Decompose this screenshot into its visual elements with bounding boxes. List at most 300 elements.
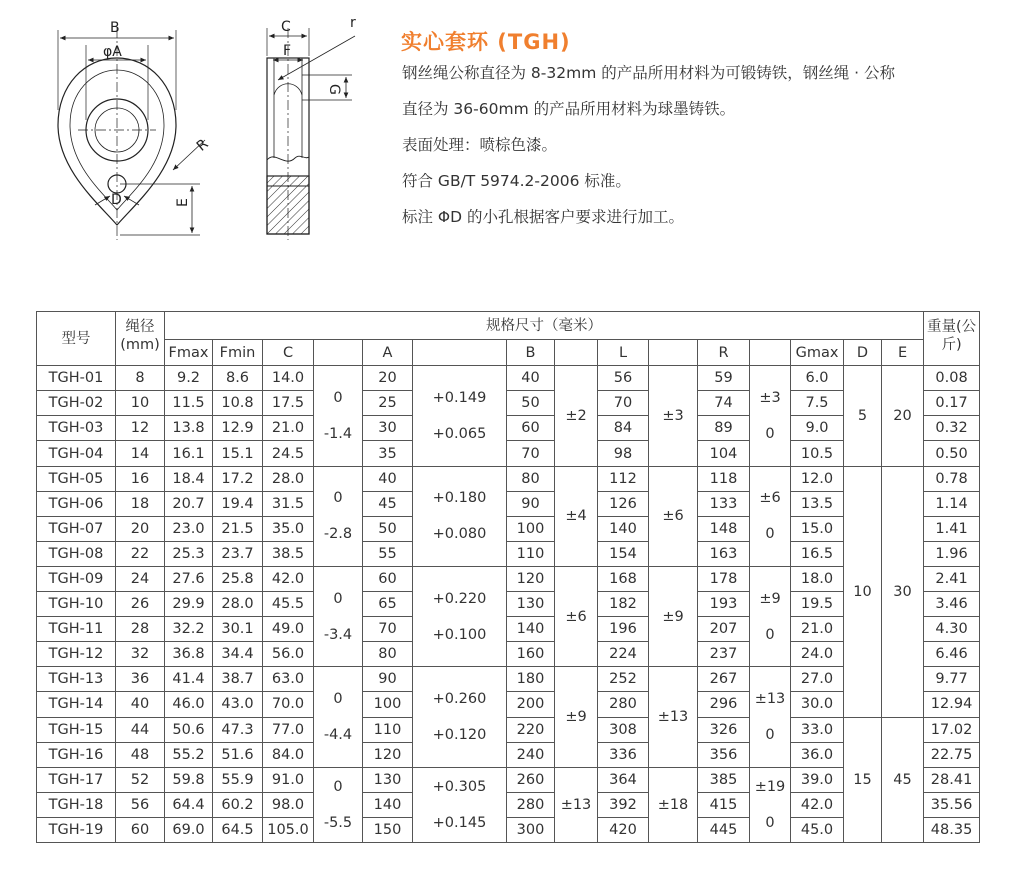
label-e: E [175,198,191,207]
cell-r: 104 [698,441,750,466]
cell-r-tolerance-line: ±13 [754,691,786,707]
cell-c-tolerance [314,566,363,666]
cell-r: 267 [698,667,750,692]
cell-a-tolerance-line: +0.220 [432,590,487,607]
cell-c: 63.0 [263,667,314,692]
cell-c-tolerance-line: -1.4 [323,425,353,442]
cell-b: 140 [507,617,555,642]
cell-rope: 24 [116,566,165,591]
cell-a-tolerance [413,466,507,566]
cell-model: TGH-01 [37,366,116,391]
cell-a: 35 [363,441,413,466]
cell-r-tolerance-line: 0 [765,425,775,442]
cell-fmax: 11.5 [165,391,213,416]
cell-b: 110 [507,541,555,566]
cell-weight: 22.75 [924,742,980,767]
spec-table [36,311,980,843]
cell-r: 445 [698,817,750,842]
cell-l: 98 [598,441,649,466]
cell-a-tolerance-line: +0.149 [432,389,487,406]
cell-weight: 1.96 [924,541,980,566]
cell-a: 140 [363,792,413,817]
cell-fmax: 64.4 [165,792,213,817]
cell-rope: 60 [116,817,165,842]
table-row [37,416,980,441]
cell-d: 10 [844,466,882,717]
cell-rope: 20 [116,516,165,541]
cell-c-tolerance [314,366,363,466]
cell-a: 130 [363,767,413,792]
cell-l: 56 [598,366,649,391]
table-row [37,717,980,742]
cell-r: 296 [698,692,750,717]
cell-gmax: 16.5 [791,541,844,566]
header-model: 型号 [37,312,116,366]
cell-weight: 1.41 [924,516,980,541]
cell-a-tolerance [413,767,507,842]
cell-b-tolerance: ±9 [555,667,598,767]
table-header-row [37,312,980,340]
cell-c: 38.5 [263,541,314,566]
cell-c: 56.0 [263,642,314,667]
cell-weight: 0.08 [924,366,980,391]
table-row [37,742,980,767]
description-line: 直径为 36-60mm 的产品所用材料为球墨铸铁。 [402,100,736,118]
cell-fmax: 13.8 [165,416,213,441]
cell-fmax: 29.9 [165,592,213,617]
cell-c-tolerance-line: -2.8 [323,526,353,543]
cell-a: 25 [363,391,413,416]
table-row [37,466,980,491]
cell-gmax: 21.0 [791,617,844,642]
cell-b: 240 [507,742,555,767]
cell-fmin: 55.9 [213,767,263,792]
cell-r: 193 [698,592,750,617]
cell-b: 120 [507,566,555,591]
label-d: D [111,192,122,208]
description-line: 钢丝绳公称直径为 8-32mm 的产品所用材料为可锻铸铁，钢丝绳 · 公称 [402,64,896,82]
cell-model: TGH-11 [37,617,116,642]
cell-gmax: 13.5 [791,491,844,516]
table-row [37,391,980,416]
cell-l: 252 [598,667,649,692]
cell-c-tolerance-line: -3.4 [323,626,353,643]
cell-a: 65 [363,592,413,617]
table-row [37,441,980,466]
cell-c-tolerance-line: 0 [333,691,343,707]
cell-gmax: 15.0 [791,516,844,541]
cell-gmax: 6.0 [791,366,844,391]
cell-l: 392 [598,792,649,817]
cell-gmax: 9.0 [791,416,844,441]
cell-l-tolerance: ±3 [649,366,698,466]
cell-c: 28.0 [263,466,314,491]
description-line: 标注 ΦD 的小孔根据客户要求进行加工。 [402,208,684,226]
cell-a-tolerance-line: +0.120 [432,727,487,743]
cell-l: 70 [598,391,649,416]
cell-l-tolerance: ±13 [649,667,698,767]
label-r: R [193,136,212,155]
table-row [37,491,980,516]
header-l: L [598,340,649,366]
cell-gmax: 7.5 [791,391,844,416]
cell-b: 40 [507,366,555,391]
cell-d: 15 [844,717,882,843]
cell-fmin: 30.1 [213,617,263,642]
cell-b: 160 [507,642,555,667]
cell-rope: 52 [116,767,165,792]
cell-e: 45 [882,717,924,843]
cell-l: 168 [598,566,649,591]
cell-a: 110 [363,717,413,742]
cell-rope: 14 [116,441,165,466]
cell-c: 105.0 [263,817,314,842]
cell-weight: 48.35 [924,817,980,842]
cell-rope: 12 [116,416,165,441]
cell-r-tolerance-line: 0 [765,626,775,643]
cell-model: TGH-13 [37,667,116,692]
cell-gmax: 10.5 [791,441,844,466]
cell-b: 200 [507,692,555,717]
header-gmax: Gmax [791,340,844,366]
cell-l: 182 [598,592,649,617]
cell-e: 20 [882,366,924,466]
cell-fmin: 51.6 [213,742,263,767]
cell-gmax: 45.0 [791,817,844,842]
cell-model: TGH-09 [37,566,116,591]
cell-l: 112 [598,466,649,491]
cell-c: 70.0 [263,692,314,717]
cell-a: 120 [363,742,413,767]
cell-a: 60 [363,566,413,591]
cell-b: 70 [507,441,555,466]
cell-a-tolerance [413,566,507,666]
cell-r: 89 [698,416,750,441]
cell-b-tolerance: ±6 [555,566,598,666]
cell-fmin: 28.0 [213,592,263,617]
cell-weight: 0.32 [924,416,980,441]
cell-r: 385 [698,767,750,792]
cell-rope: 32 [116,642,165,667]
header-e: E [882,340,924,366]
cell-r-tolerance-line: ±3 [759,389,781,406]
cell-l: 126 [598,491,649,516]
cell-r: 178 [698,566,750,591]
technical-drawing [0,0,390,250]
cell-l: 196 [598,617,649,642]
product-description [402,64,1002,244]
cell-rope: 16 [116,466,165,491]
cell-b: 130 [507,592,555,617]
table-row [37,541,980,566]
cell-r: 163 [698,541,750,566]
cell-a: 45 [363,491,413,516]
cell-c: 49.0 [263,617,314,642]
cell-fmin: 47.3 [213,717,263,742]
cell-c-tolerance-line: 0 [333,389,343,406]
cell-fmin: 43.0 [213,692,263,717]
cell-b: 100 [507,516,555,541]
cell-fmax: 20.7 [165,491,213,516]
cell-l: 308 [598,717,649,742]
label-f: F [283,43,292,59]
cell-l: 154 [598,541,649,566]
cell-fmin: 38.7 [213,667,263,692]
cell-rope: 48 [116,742,165,767]
cell-l: 420 [598,817,649,842]
cell-b: 90 [507,491,555,516]
cell-r-tolerance-line: 0 [765,526,775,543]
header-r: R [698,340,750,366]
cell-rope: 26 [116,592,165,617]
cell-r-tolerance-line: ±6 [759,490,781,507]
cell-model: TGH-15 [37,717,116,742]
cell-e: 30 [882,466,924,717]
cell-model: TGH-17 [37,767,116,792]
cell-c-tolerance [314,767,363,842]
cell-fmin: 17.2 [213,466,263,491]
cell-model: TGH-06 [37,491,116,516]
header-fmax: Fmax [165,340,213,366]
cell-a-tolerance [413,366,507,466]
cell-l: 84 [598,416,649,441]
label-g: G [326,84,342,95]
cell-model: TGH-05 [37,466,116,491]
header-b: B [507,340,555,366]
cell-b-tolerance: ±4 [555,466,598,566]
cell-b: 260 [507,767,555,792]
cell-c: 91.0 [263,767,314,792]
cell-a: 50 [363,516,413,541]
cell-r: 133 [698,491,750,516]
cell-a-tolerance-line: +0.180 [432,490,487,507]
table-row [37,792,980,817]
cell-fmin: 23.7 [213,541,263,566]
cell-b: 80 [507,466,555,491]
cell-gmax: 18.0 [791,566,844,591]
cell-fmax: 50.6 [165,717,213,742]
cell-weight: 4.30 [924,617,980,642]
header-a: A [363,340,413,366]
header-rope: 绳径(mm) [116,312,165,366]
cell-rope: 40 [116,692,165,717]
cell-c: 77.0 [263,717,314,742]
cell-b: 60 [507,416,555,441]
cell-rope: 18 [116,491,165,516]
cell-d: 5 [844,366,882,466]
cell-model: TGH-16 [37,742,116,767]
cell-a-tolerance-line: +0.305 [432,778,487,795]
cell-b: 280 [507,792,555,817]
cell-weight: 1.14 [924,491,980,516]
table-row [37,566,980,591]
cell-c: 45.5 [263,592,314,617]
cell-c: 21.0 [263,416,314,441]
cell-fmax: 55.2 [165,742,213,767]
cell-r-tolerance-line: ±19 [754,778,786,795]
cell-r: 118 [698,466,750,491]
cell-a-tolerance-line: +0.080 [432,526,487,543]
cell-gmax: 27.0 [791,667,844,692]
cell-l-tolerance: ±18 [649,767,698,842]
cell-model: TGH-02 [37,391,116,416]
cell-weight: 17.02 [924,717,980,742]
cell-fmax: 36.8 [165,642,213,667]
cell-weight: 0.50 [924,441,980,466]
cell-fmax: 27.6 [165,566,213,591]
cell-c-tolerance-line: -4.4 [323,727,353,743]
cell-r: 237 [698,642,750,667]
cell-fmin: 34.4 [213,642,263,667]
cell-fmin: 25.8 [213,566,263,591]
cell-b: 180 [507,667,555,692]
cell-c: 14.0 [263,366,314,391]
cell-a: 150 [363,817,413,842]
cell-rope: 36 [116,667,165,692]
table-row [37,667,980,692]
cell-r: 356 [698,742,750,767]
table-row [37,767,980,792]
cell-l: 140 [598,516,649,541]
cell-gmax: 12.0 [791,466,844,491]
cell-weight: 0.78 [924,466,980,491]
cell-gmax: 24.0 [791,642,844,667]
cell-gmax: 33.0 [791,717,844,742]
cell-fmin: 60.2 [213,792,263,817]
cell-a: 90 [363,667,413,692]
cell-fmin: 8.6 [213,366,263,391]
cell-weight: 35.56 [924,792,980,817]
cell-rope: 44 [116,717,165,742]
cell-a-tolerance-line: +0.260 [432,691,487,707]
header-blank [413,340,507,366]
cell-gmax: 42.0 [791,792,844,817]
cell-fmax: 41.4 [165,667,213,692]
cell-model: TGH-10 [37,592,116,617]
cell-l: 336 [598,742,649,767]
header-c: C [263,340,314,366]
cell-c-tolerance-line: 0 [333,778,343,795]
cell-c: 42.0 [263,566,314,591]
cell-model: TGH-14 [37,692,116,717]
cell-l: 280 [598,692,649,717]
cell-r: 415 [698,792,750,817]
label-r-small: r [350,15,356,31]
table-row [37,366,980,391]
cell-fmax: 32.2 [165,617,213,642]
cell-fmax: 9.2 [165,366,213,391]
table-row [37,642,980,667]
label-a: φA [103,44,122,60]
cell-a: 70 [363,617,413,642]
cell-rope: 10 [116,391,165,416]
cell-a: 30 [363,416,413,441]
header-fmin: Fmin [213,340,263,366]
cell-weight: 9.77 [924,667,980,692]
table-row [37,516,980,541]
header-dimensions: 规格尺寸（毫米） [165,312,924,340]
label-c: C [281,19,291,35]
header-blank [750,340,791,366]
cell-weight: 2.41 [924,566,980,591]
cell-a: 80 [363,642,413,667]
table-row [37,817,980,842]
cell-a: 20 [363,366,413,391]
cell-c: 24.5 [263,441,314,466]
cell-weight: 12.94 [924,692,980,717]
cell-fmax: 23.0 [165,516,213,541]
header-d: D [844,340,882,366]
cell-fmax: 46.0 [165,692,213,717]
table-row [37,592,980,617]
cell-r: 326 [698,717,750,742]
cell-r-tolerance [750,566,791,666]
cell-b-tolerance: ±13 [555,767,598,842]
cell-fmin: 21.5 [213,516,263,541]
cell-gmax: 39.0 [791,767,844,792]
cell-c: 98.0 [263,792,314,817]
cell-fmin: 10.8 [213,391,263,416]
cell-r-tolerance [750,466,791,566]
cell-fmin: 19.4 [213,491,263,516]
cell-c-tolerance [314,667,363,767]
product-title: 实心套环 (TGH) [401,30,571,54]
cell-a-tolerance-line: +0.065 [432,425,487,442]
cell-c-tolerance-line: -5.5 [323,814,353,831]
cell-fmax: 69.0 [165,817,213,842]
cell-weight: 3.46 [924,592,980,617]
cell-a: 55 [363,541,413,566]
cell-weight: 0.17 [924,391,980,416]
cell-fmax: 25.3 [165,541,213,566]
cell-a: 100 [363,692,413,717]
cell-c: 84.0 [263,742,314,767]
cell-fmax: 16.1 [165,441,213,466]
cell-r: 148 [698,516,750,541]
cell-r-tolerance-line: ±9 [759,590,781,607]
cell-fmin: 64.5 [213,817,263,842]
cell-r: 59 [698,366,750,391]
cell-c-tolerance-line: 0 [333,590,343,607]
cell-l-tolerance: ±6 [649,466,698,566]
cell-b-tolerance: ±2 [555,366,598,466]
cell-weight: 28.41 [924,767,980,792]
cell-a-tolerance-line: +0.100 [432,626,487,643]
cell-fmax: 59.8 [165,767,213,792]
cell-b: 220 [507,717,555,742]
cell-r-tolerance-line: 0 [765,727,775,743]
cell-b: 300 [507,817,555,842]
cell-model: TGH-08 [37,541,116,566]
header-weight: 重量(公斤) [924,312,980,366]
cell-rope: 22 [116,541,165,566]
label-b: B [110,20,120,36]
cell-rope: 8 [116,366,165,391]
cell-a-tolerance [413,667,507,767]
cell-gmax: 36.0 [791,742,844,767]
cell-c-tolerance-line: 0 [333,490,343,507]
cell-a: 40 [363,466,413,491]
cell-weight: 6.46 [924,642,980,667]
cell-r: 74 [698,391,750,416]
cell-fmin: 15.1 [213,441,263,466]
table-row [37,692,980,717]
cell-fmax: 18.4 [165,466,213,491]
cell-model: TGH-07 [37,516,116,541]
table-header-row [37,340,980,366]
cell-c: 35.0 [263,516,314,541]
cell-gmax: 19.5 [791,592,844,617]
